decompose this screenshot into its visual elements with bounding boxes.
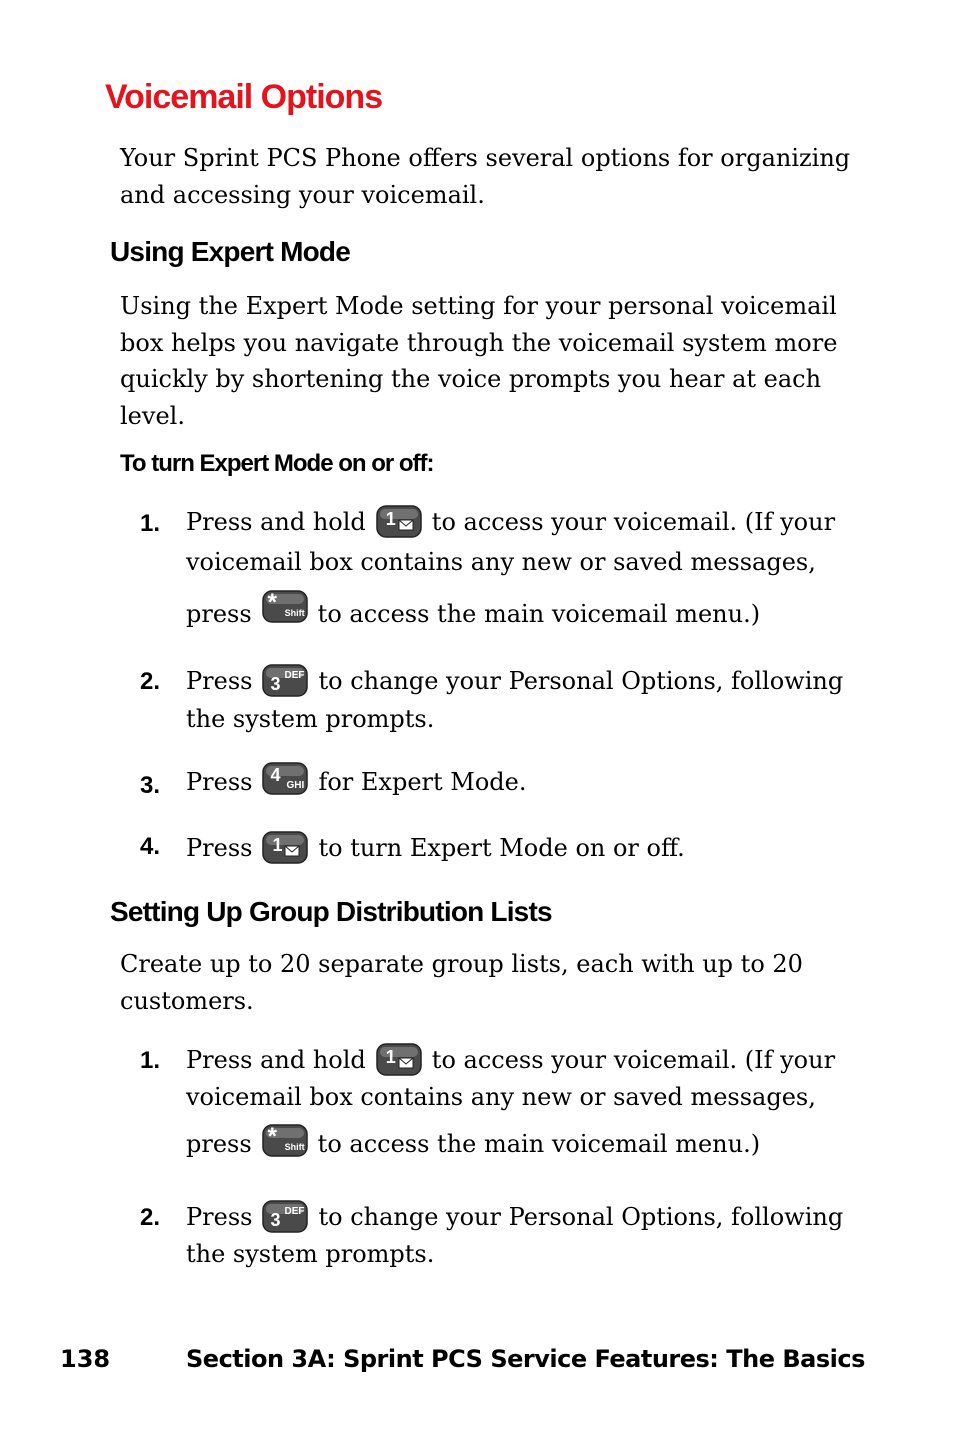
key-1-voicemail-icon [376, 1043, 422, 1077]
step-text: the system prompts. [186, 705, 435, 733]
step-text: to access your voicemail. (If your [431, 1046, 836, 1074]
step-number: 2. [140, 1204, 161, 1231]
step-text: press [186, 1130, 252, 1158]
key-3-def-icon [262, 1200, 308, 1234]
step-text: to access the main voicemail menu.) [317, 1130, 761, 1158]
step-line [186, 1123, 761, 1158]
step-text: to access the main voicemail menu.) [317, 600, 761, 628]
expert-mode-paragraph: Using the Expert Mode setting for your personal voicemail box helps you navigate through the voicemail system more quickly by shortening the voice prompts you hear at each level. [120, 292, 838, 430]
key-star-shift-icon [262, 1124, 308, 1158]
key-digit: 3 [270, 674, 281, 694]
section-heading-expert-mode: Using Expert Mode [110, 236, 350, 267]
step-number: 1. [140, 1047, 161, 1074]
key-1-voicemail-icon [262, 831, 308, 865]
step-text: to turn Expert Mode on or off. [318, 834, 685, 862]
step-line [186, 1200, 843, 1234]
step-text: Press [186, 1203, 253, 1231]
key-digit: 1 [385, 509, 396, 529]
key-letters: GHI [286, 780, 305, 791]
page-title: Voicemail Options [105, 78, 383, 116]
key-digit: * [267, 1123, 278, 1150]
step-text: to access your voicemail. (If your [431, 508, 836, 536]
page-number: 138 [60, 1345, 111, 1373]
step-line [186, 1043, 835, 1077]
step-text: voicemail box contains any new or saved messages, [186, 1083, 816, 1111]
footer-section-title: Section 3A: Sprint PCS Service Features: The Basics [186, 1345, 865, 1373]
step-text: Press [186, 834, 253, 862]
group-lists-paragraph: Create up to 20 separate group lists, each with up to 20 customers. [120, 950, 803, 1015]
key-1-voicemail-icon [376, 505, 422, 539]
step-line [186, 589, 761, 628]
key-digit: 1 [385, 1047, 396, 1067]
key-star-shift-icon [262, 590, 308, 624]
step-text: Press [186, 667, 253, 695]
step-text: to change your Personal Options, following [318, 667, 844, 695]
key-3-def-icon [262, 664, 308, 698]
step-line [186, 1083, 816, 1111]
step-number: 4. [140, 833, 161, 860]
step-text: for Expert Mode. [318, 768, 527, 796]
step-line [186, 548, 816, 576]
step-line [186, 1240, 434, 1268]
step-line [186, 765, 527, 796]
step-line [186, 505, 835, 539]
step-number: 1. [140, 510, 161, 537]
expert-mode-subheading: To turn Expert Mode on or off: [120, 450, 434, 477]
step-text: voicemail box contains any new or saved messages, [186, 548, 816, 576]
step-number: 2. [140, 668, 161, 695]
key-digit: 1 [272, 835, 283, 855]
section-heading-group-lists: Setting Up Group Distribution Lists [110, 896, 552, 927]
step-text: press [186, 600, 252, 628]
key-digit: * [267, 589, 278, 616]
step-text: Press and hold [186, 1046, 366, 1074]
step-text: the system prompts. [186, 1240, 435, 1268]
key-4-ghi-icon [262, 762, 308, 796]
key-digit: 3 [270, 1210, 281, 1230]
step-line [186, 705, 434, 733]
key-letters: DEF [284, 670, 305, 681]
step-text: to change your Personal Options, following [318, 1203, 844, 1231]
key-letters: DEF [284, 1206, 305, 1217]
step-text: Press and hold [186, 508, 366, 536]
step-number: 3. [140, 772, 161, 799]
key-digit: 4 [270, 765, 281, 785]
intro-paragraph: Your Sprint PCS Phone offers several options for organizing and accessing your voicemail. [120, 144, 851, 209]
step-line [186, 831, 685, 865]
step-text: Press [186, 768, 253, 796]
step-line [186, 664, 843, 698]
key-letters: Shift [284, 1142, 305, 1152]
key-letters: Shift [284, 608, 305, 618]
